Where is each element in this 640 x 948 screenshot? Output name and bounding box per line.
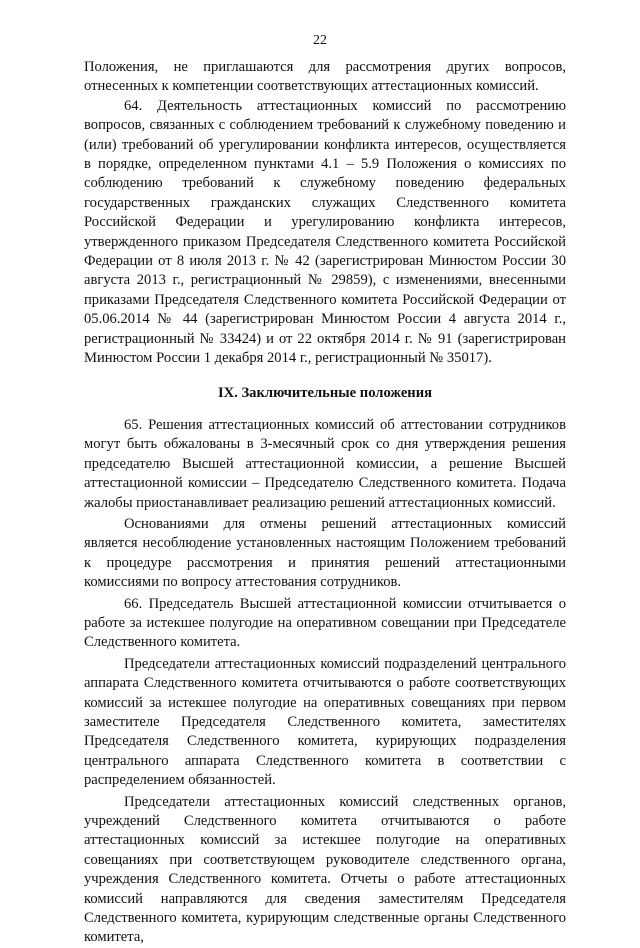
paragraph-investigative-bodies-chairs: Председатели аттестационных комиссий следственных органов, учреждений Следственного комитета отчитываются о работе аттестационных комиссий за истекшее полугодие на оперативных совещаниях при соответствующем руководителе следственного органа, учреждения Следственного комитета. Отчеты о работе аттестационных комиссий направляются для сведения заместителям Председателя Следственного комитета, курирующим следственные органы Следственного комитета,: [84, 793, 566, 946]
paragraph-grounds-for-cancellation: Основаниями для отмены решений аттестационных комиссий является несоблюдение установленных настоящим Положением требований к процедуре рассмотрения и принятия решений аттестационными комиссиями по вопросу аттестования сотрудников.: [84, 515, 566, 591]
paragraph-continuation: Положения, не приглашаются для рассмотрения других вопросов, отнесенных к компетенции соответствующих аттестационных комиссий.: [84, 59, 566, 95]
section-heading: IX. Заключительные положения: [217, 384, 433, 401]
page-number: 22: [313, 33, 327, 48]
document-body: [84, 58, 566, 948]
paragraph-65: 65. Решения аттестационных комиссий об аттестовании сотрудников могут быть обжалованы в 3-месячный срок со дня утверждения решения председателю Высшей аттестационной комиссии, а решение Высшей аттестационной комиссии – Председателю Следственного комитета. Подача жалобы приостанавливает реализацию решений аттестационных комиссий.: [84, 416, 566, 511]
paragraph-66: 66. Председатель Высшей аттестационной комиссии отчитывается о работе за истекшее полугодие на оперативном совещании при Председателе Следственного комитета.: [84, 595, 566, 651]
paragraph-64: 64. Деятельность аттестационных комиссий по рассмотрению вопросов, связанных с соблюдением требований к служебному поведению и (или) требований об урегулировании конфликта интересов, осуществляется в порядке, определенном пунктами 4.1 – 5.9 Положения о комиссиях по соблюдению требований к служебному поведению федеральных государственных гражданских служащих Следственного комитета Российской Федерации и урегулированию конфликта интересов, утвержденного приказом Председателя Следственного комитета Российской Федерации от 8 июля 2013 г. № 42 (зарегистрирован Минюстом России 30 августа 2013 г., регистрационный № 29859), с изменениями, внесенными приказами Председателя Следственного комитета Российской Федерации от 05.06.2014 № 44 (зарегистрирован Минюстом России 4 августа 2014 г., регистрационный № 33424) и от 22 октября 2014 г. № 91 (зарегистрирован Минюстом России 1 декабря 2014 г., регистрационный № 35017).: [84, 97, 566, 367]
paragraph-central-office-chairs: Председатели аттестационных комиссий подразделений центрального аппарата Следственного комитета отчитываются о работе соответствующих комиссий за истекшее полугодие на оперативных совещаниях при первом заместителе Председателя Следственного комитета, заместителях Председателя Следственного комитета, курирующих подразделения центрального аппарата Следственного комитета в соответствии с распределением обязанностей.: [84, 655, 566, 789]
